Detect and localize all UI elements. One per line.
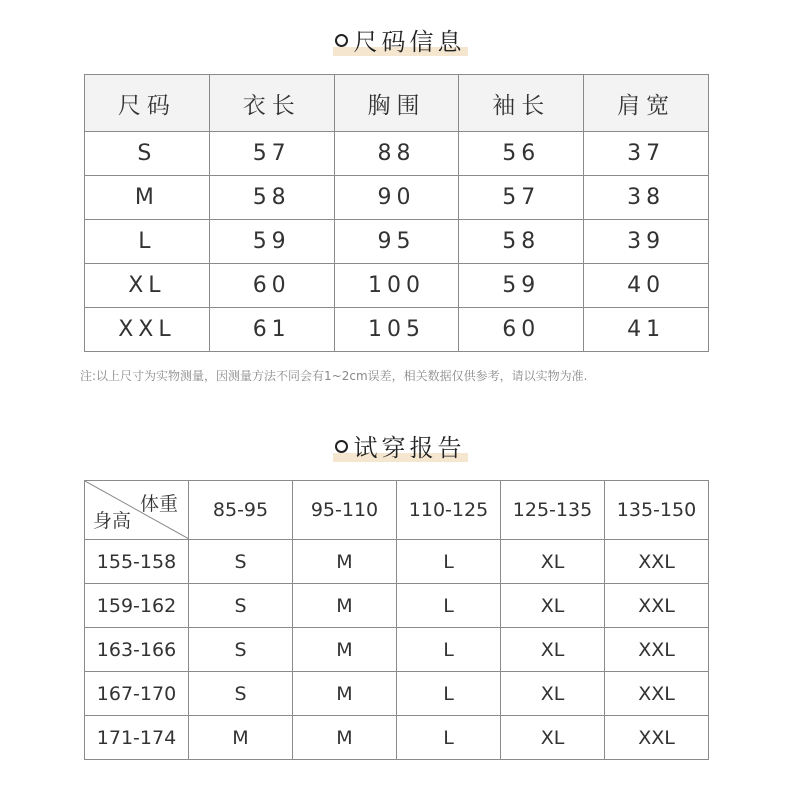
size-cell: 40 <box>584 264 709 308</box>
size-cell: 41 <box>584 308 709 352</box>
fit-size-cell: M <box>189 716 293 760</box>
corner-cell <box>85 481 189 540</box>
weight-header-cell: 110-125 <box>397 481 501 540</box>
fit-size-cell: XXL <box>605 628 709 672</box>
size-cell: 38 <box>584 176 709 220</box>
fit-size-cell: M <box>293 628 397 672</box>
height-range-cell: 155-158 <box>85 540 189 584</box>
table-row <box>85 176 709 220</box>
fit-size-cell: L <box>397 672 501 716</box>
size-cell: 88 <box>334 132 459 176</box>
weight-header-cell: 85-95 <box>189 481 293 540</box>
fit-table <box>84 480 709 760</box>
size-cell: M <box>85 176 210 220</box>
fit-size-cell: XL <box>501 672 605 716</box>
height-range-cell: 171-174 <box>85 716 189 760</box>
size-cell: XXL <box>85 308 210 352</box>
table-row <box>85 716 709 760</box>
size-cell: 57 <box>459 176 584 220</box>
measurement-note: 注:以上尺寸为实物测量，因测量方法不同会有1~2cm误差，相关数据仅供参考，请以实物为准. <box>80 369 588 383</box>
fit-size-cell: XL <box>501 716 605 760</box>
size-info-title: 尺码信息 <box>353 28 466 56</box>
size-cell: 95 <box>334 220 459 264</box>
fit-size-cell: XXL <box>605 672 709 716</box>
size-header-cell: 袖长 <box>459 75 584 132</box>
weight-label: 体重 <box>139 493 178 515</box>
fit-size-cell: S <box>189 628 293 672</box>
fit-size-cell: L <box>397 540 501 584</box>
fit-size-cell: XXL <box>605 540 709 584</box>
size-cell: 90 <box>334 176 459 220</box>
size-header-cell: 衣长 <box>209 75 334 132</box>
size-cell: 105 <box>334 308 459 352</box>
size-cell: 58 <box>459 220 584 264</box>
fit-size-cell: S <box>189 540 293 584</box>
size-cell: 59 <box>459 264 584 308</box>
size-info-heading <box>0 22 800 57</box>
fit-size-cell: XL <box>501 628 605 672</box>
fit-size-cell: XXL <box>605 584 709 628</box>
fit-size-cell: XL <box>501 540 605 584</box>
height-range-cell: 163-166 <box>85 628 189 672</box>
fit-report-heading <box>0 428 800 463</box>
fit-size-cell: S <box>189 584 293 628</box>
height-label: 身高 <box>93 510 132 532</box>
size-cell: L <box>85 220 210 264</box>
size-cell: 58 <box>209 176 334 220</box>
table-row <box>85 308 709 352</box>
fit-size-cell: L <box>397 584 501 628</box>
circle-bullet-icon <box>335 440 348 453</box>
size-header-cell: 肩宽 <box>584 75 709 132</box>
size-table <box>84 74 709 352</box>
fit-size-cell: L <box>397 628 501 672</box>
fit-size-cell: XL <box>501 584 605 628</box>
table-row <box>85 264 709 308</box>
fit-report-title: 试穿报告 <box>353 434 466 462</box>
table-row <box>85 132 709 176</box>
size-cell: 60 <box>459 308 584 352</box>
fit-size-cell: XXL <box>605 716 709 760</box>
table-row <box>85 628 709 672</box>
weight-header-cell: 125-135 <box>501 481 605 540</box>
size-cell: 61 <box>209 308 334 352</box>
size-header-cell: 尺码 <box>85 75 210 132</box>
fit-size-cell: M <box>293 584 397 628</box>
fit-size-cell: M <box>293 672 397 716</box>
size-cell: 59 <box>209 220 334 264</box>
table-row <box>85 584 709 628</box>
table-row <box>85 672 709 716</box>
size-table-header-row <box>85 75 709 132</box>
size-header-cell: 胸围 <box>334 75 459 132</box>
fit-size-cell: M <box>293 540 397 584</box>
table-row <box>85 540 709 584</box>
weight-header-cell: 95-110 <box>293 481 397 540</box>
size-cell: 39 <box>584 220 709 264</box>
height-range-cell: 159-162 <box>85 584 189 628</box>
height-range-cell: 167-170 <box>85 672 189 716</box>
table-row <box>85 220 709 264</box>
size-cell: 56 <box>459 132 584 176</box>
fit-size-cell: L <box>397 716 501 760</box>
size-cell: 60 <box>209 264 334 308</box>
size-cell: 100 <box>334 264 459 308</box>
size-cell: XL <box>85 264 210 308</box>
circle-bullet-icon <box>335 34 348 47</box>
fit-size-cell: M <box>293 716 397 760</box>
fit-size-cell: S <box>189 672 293 716</box>
fit-table-header-row <box>85 481 709 540</box>
size-cell: 37 <box>584 132 709 176</box>
size-cell: S <box>85 132 210 176</box>
size-cell: 57 <box>209 132 334 176</box>
weight-header-cell: 135-150 <box>605 481 709 540</box>
